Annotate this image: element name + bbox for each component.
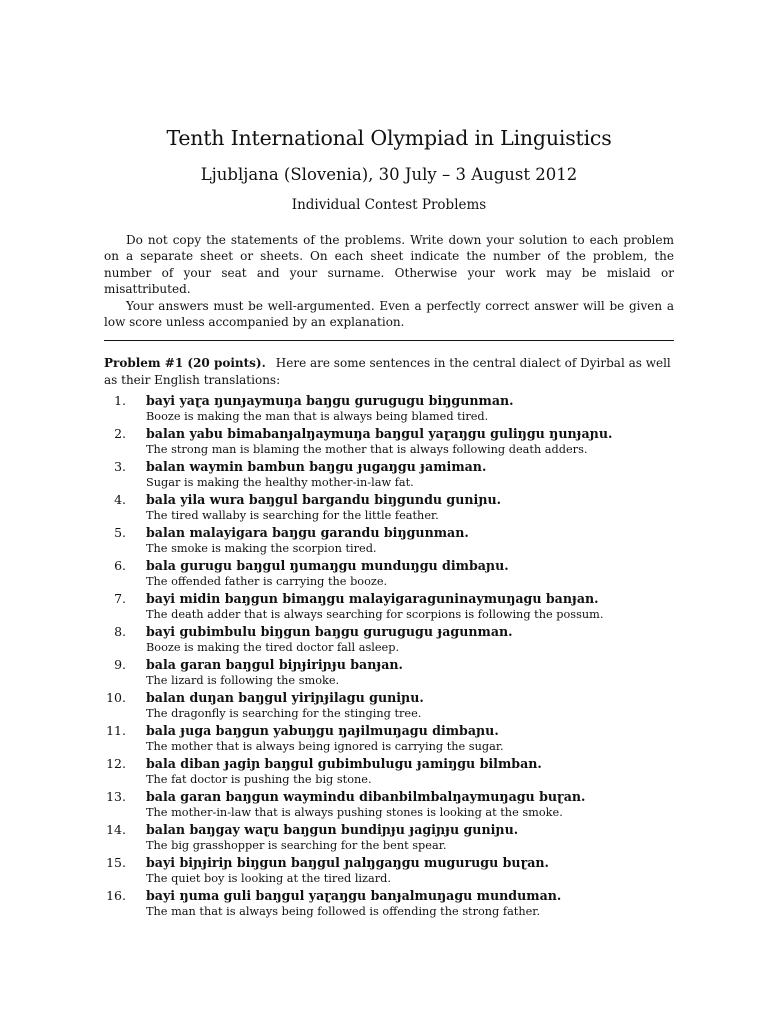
sentence-number: 14. [106,822,126,838]
dyirbal-sentence: balan yabu bimabanɟalŋaymuŋa baŋgul yaɽaŋgu guliŋgu ŋunɟaɲu. [146,426,613,442]
dyirbal-sentence: bayi midin baŋgun bimaŋgu malayigaraguninaymuŋagu banɟan. [146,591,599,607]
english-translation: The man that is always being followed is offending the strong father. [146,905,541,919]
sentence-number: 7. [114,591,126,607]
sentence-number: 12. [106,756,126,772]
dyirbal-sentence: bayi biɲɟiriɲ biŋgun baŋgul ɲalŋgaŋgu mugurugu buɽan. [146,855,549,871]
dyirbal-sentence: balan baŋgay waɽu baŋgun bundiɲɟu ɟagiɲɟu guniɲu. [146,822,519,838]
english-translation: The quiet boy is looking at the tired lizard. [146,872,391,886]
english-translation: The strong man is blaming the mother that is always following death adders. [146,443,588,457]
dyirbal-sentence: bala diban ɟagiɲ baŋgul gubimbulugu ɟamiŋgu bilmban. [146,756,542,772]
list-item [104,590,674,623]
english-translation: Booze is making the man that is always being blamed tired. [146,410,489,424]
instructions-paragraph-2: Your answers must be well-argumented. Even a perfectly correct answer will be given a low score unless accompanied by an explanation. [104,298,674,330]
document-page [104,124,674,920]
english-translation: The tired wallaby is searching for the little feather. [146,509,439,523]
english-translation: Booze is making the tired doctor fall asleep. [146,641,400,655]
dyirbal-sentence: bala yila wura baŋgul bargandu biŋgundu guniɲu. [146,492,502,508]
list-item [104,887,674,920]
english-translation: The smoke is making the scorpion tired. [146,542,377,556]
english-translation: The mother that is always being ignored is carrying the sugar. [146,740,504,754]
list-item [104,557,674,590]
problem-intro-text: Here are some sentences in the central dialect of Dyirbal as well as their English translations: [104,356,671,387]
english-translation: The big grasshopper is searching for the bent spear. [146,839,447,853]
instructions-paragraph-1: Do not copy the statements of the problems. Write down your solution to each problem on a separate sheet or sheets. On each sheet indicate the number of the problem, the number of your seat and your surname. Otherwise your work may be mislaid or misattributed. [104,233,674,297]
sentence-number: 4. [114,492,126,508]
sentence-number: 15. [106,855,126,871]
problem-label: Problem #1 (20 points). [104,356,266,371]
document-title: Tenth International Olympiad in Linguistics [166,126,612,150]
dyirbal-sentence: bala gurugu baŋgul ŋumaŋgu munduŋgu dimbaɲu. [146,558,509,574]
dyirbal-sentence: balan waymin bambun baŋgu ɟugaŋgu ɟamiman. [146,459,487,475]
english-translation: Sugar is making the healthy mother-in-law fat. [146,476,414,490]
list-item [104,458,674,491]
sentence-number: 3. [114,459,126,475]
sentence-number: 9. [114,657,126,673]
list-item [104,821,674,854]
english-translation: The mother-in-law that is always pushing stones is looking at the smoke. [146,806,563,820]
english-translation: The dragonfly is searching for the stinging tree. [146,707,422,721]
sentence-number: 2. [114,426,126,442]
dyirbal-sentence: bala ɟuga baŋgun yabuŋgu ŋaɟilmuŋagu dimbaɲu. [146,723,499,739]
english-translation: The fat doctor is pushing the big stone. [146,773,372,787]
english-translation: The offended father is carrying the booze. [146,575,388,589]
list-item [104,623,674,656]
dyirbal-sentence: bala garan baŋgun waymindu dibanbilmbalŋaymuŋagu buɽan. [146,789,586,805]
dyirbal-sentence: bayi yaɽa ŋunɟaymuŋa baŋgu gurugugu biŋgunman. [146,393,514,409]
section-heading: Individual Contest Problems [291,197,487,213]
problem-statement [104,355,674,388]
list-item [104,425,674,458]
list-item [104,722,674,755]
horizontal-rule [104,340,674,341]
sentence-number: 10. [106,690,126,706]
sentence-number: 13. [106,789,126,805]
list-item [104,392,674,425]
list-item [104,755,674,788]
instructions [104,232,674,330]
english-translation: The lizard is following the smoke. [146,674,340,688]
dyirbal-sentence: bayi gubimbulu biŋgun baŋgu gurugugu ɟagunman. [146,624,513,640]
list-item [104,491,674,524]
list-item [104,689,674,722]
list-item [104,524,674,557]
sentence-number: 8. [114,624,126,640]
sentence-number: 1. [114,393,126,409]
list-item [104,854,674,887]
sentence-number: 5. [114,525,126,541]
dyirbal-sentence: bala garan baŋgul biɲɟiriɲɟu banɟan. [146,657,403,673]
english-translation: The death adder that is always searching for scorpions is following the possum. [146,608,604,622]
sentence-list [104,392,674,920]
sentence-number: 11. [106,723,126,739]
dyirbal-sentence: bayi ŋuma guli baŋgul yaɽaŋgu banɟalmuŋagu munduman. [146,888,562,904]
sentence-number: 6. [114,558,126,574]
sentence-number: 16. [106,888,126,904]
list-item [104,788,674,821]
event-location-dates: Ljubljana (Slovenia), 30 July – 3 August 2012 [200,165,578,184]
dyirbal-sentence: balan duŋan baŋgul yiriɲɟilagu guniɲu. [146,690,424,706]
list-item [104,656,674,689]
dyirbal-sentence: balan malayigara baŋgu garandu biŋgunman. [146,525,469,541]
